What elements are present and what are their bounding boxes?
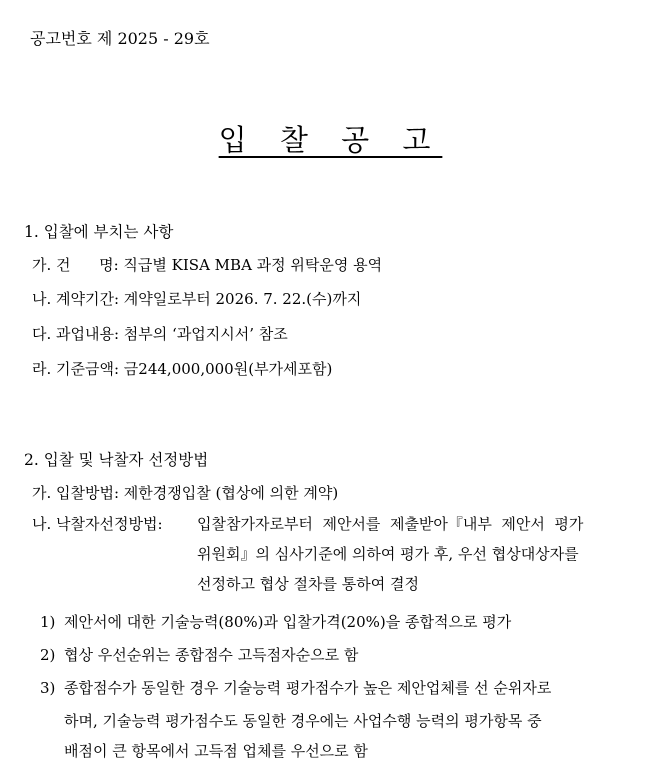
selection-description xyxy=(197,509,627,599)
selection-line-1: 입찰참가자로부터 제안서를 제출받아『내부 제안서 평가 xyxy=(197,515,584,533)
sub-item-num-1: 1) xyxy=(40,613,56,631)
selection-line-3: 선정하고 협상 절차를 통하여 결정 xyxy=(197,575,419,593)
selection-label: 나. 낙찰자선정방법: xyxy=(32,515,163,533)
item-contract-period: 나. 계약기간: 계약일로부터 2026. 7. 22.(수)까지 xyxy=(32,290,362,308)
title-text: 입 찰 공 고 xyxy=(218,123,443,157)
sub-item-3-cont-1: 하며, 기술능력 평가점수도 동일한 경우에는 사업수행 능력의 평가항목 중 xyxy=(64,712,542,730)
sub-item-text-2: 협상 우선순위는 종합점수 고득점자순으로 함 xyxy=(64,646,359,664)
item-project-name: 가. 건 명: 직급별 KISA MBA 과정 위탁운영 용역 xyxy=(32,256,383,274)
item-work-content: 다. 과업내용: 첨부의 ‘과업지시서’ 참조 xyxy=(32,325,288,343)
page-title xyxy=(0,118,649,159)
sub-item-num-3: 3) xyxy=(40,679,56,697)
sub-item-num-2: 2) xyxy=(40,646,56,664)
sub-item-text-1: 제안서에 대한 기술능력(80%)과 입찰가격(20%)을 종합적으로 평가 xyxy=(64,613,512,631)
selection-line-2: 위원회』의 심사기준에 의하여 평가 후, 우선 협상대상자를 xyxy=(197,545,579,563)
item-base-amount: 라. 기준금액: 금244,000,000원(부가세포함) xyxy=(32,360,333,378)
section1-heading: 1. 입찰에 부치는 사항 xyxy=(24,223,174,241)
item-bid-method: 가. 입찰방법: 제한경쟁입찰 (협상에 의한 계약) xyxy=(32,484,339,502)
section2-heading: 2. 입찰 및 낙찰자 선정방법 xyxy=(24,451,209,469)
sub-item-text-3: 종합점수가 동일한 경우 기술능력 평가점수가 높은 제안업체를 선 순위자로 xyxy=(64,679,552,697)
notice-number: 공고번호 제 2025 - 29호 xyxy=(30,29,210,48)
sub-item-3-cont-2: 배점이 큰 항목에서 고득점 업체를 우선으로 함 xyxy=(64,742,368,760)
